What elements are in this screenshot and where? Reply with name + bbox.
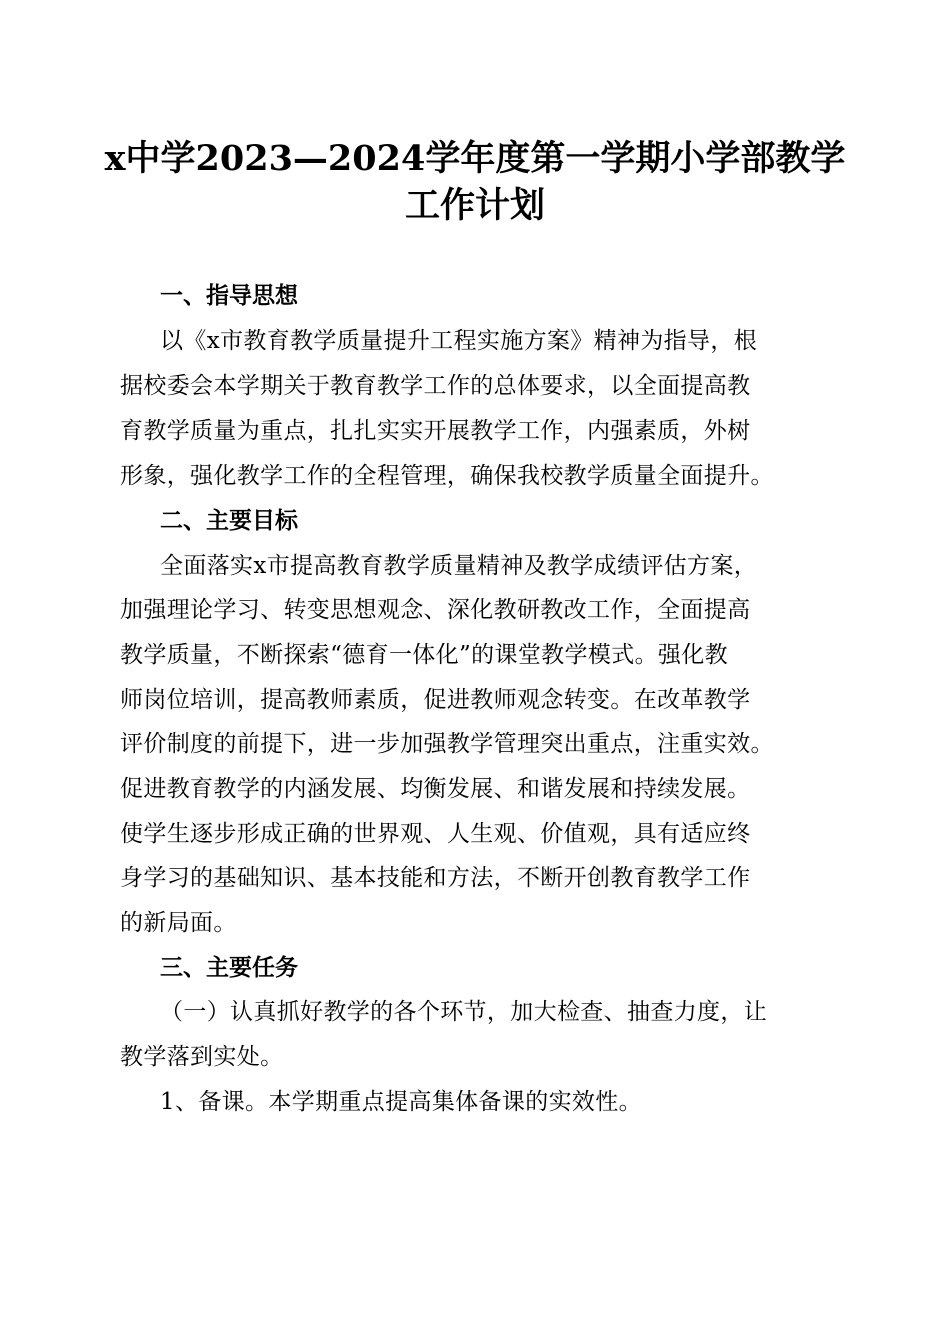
paragraph-line: 促进教育教学的内涵发展、均衡发展、和谐发展和持续发展。 <box>120 776 751 802</box>
section-heading-main-tasks: 三、主要任务 <box>160 955 298 981</box>
paragraph-line: 评价制度的前提下，进一步加强教学管理突出重点，注重实效。 <box>120 731 774 757</box>
paragraph-line: 据校委会本学期关于教育教学工作的总体要求，以全面提高教 <box>120 373 751 399</box>
paragraph-line: 教学落到实处。 <box>120 1044 284 1070</box>
document-title-line-2: 工作计划 <box>404 185 545 226</box>
paragraph-line: 全面落实x市提高教育教学质量精神及教学成绩评估方案， <box>160 553 758 579</box>
paragraph-line: （一）认真抓好教学的各个环节，加大检查、抽查力度，让 <box>160 999 768 1025</box>
paragraph-line: 使学生逐步形成正确的世界观、人生观、价值观，具有适应终 <box>120 821 751 847</box>
paragraph-line: 师岗位培训，提高教师素质，促进教师观念转变。在改革教学 <box>120 687 751 713</box>
paragraph-line: 育教学质量为重点，扎扎实实开展教学工作，内强素质，外树 <box>120 418 751 444</box>
paragraph-line: 以《x市教育教学质量提升工程实施方案》精神为指导，根 <box>160 328 758 354</box>
document-title-line-1: x中学2023—2024学年度第一学期小学部教学 <box>104 138 846 179</box>
section-heading-guiding-ideology: 一、指导思想 <box>160 283 298 309</box>
paragraph-line: 加强理论学习、转变思想观念、深化教研教改工作，全面提高 <box>120 597 751 623</box>
paragraph-line: 的新局面。 <box>120 910 237 936</box>
paragraph-line: 教学质量，不断探索“德育一体化”的课堂教学模式。强化教 <box>120 642 728 668</box>
paragraph-line: 1、备课。本学期重点提高集体备课的实效性。 <box>160 1089 642 1115</box>
paragraph-line: 形象，强化教学工作的全程管理，确保我校教学质量全面提升。 <box>120 463 774 489</box>
paragraph-line: 身学习的基础知识、基本技能和方法，不断开创教育教学工作 <box>120 865 751 891</box>
section-heading-main-goals: 二、主要目标 <box>160 508 298 534</box>
